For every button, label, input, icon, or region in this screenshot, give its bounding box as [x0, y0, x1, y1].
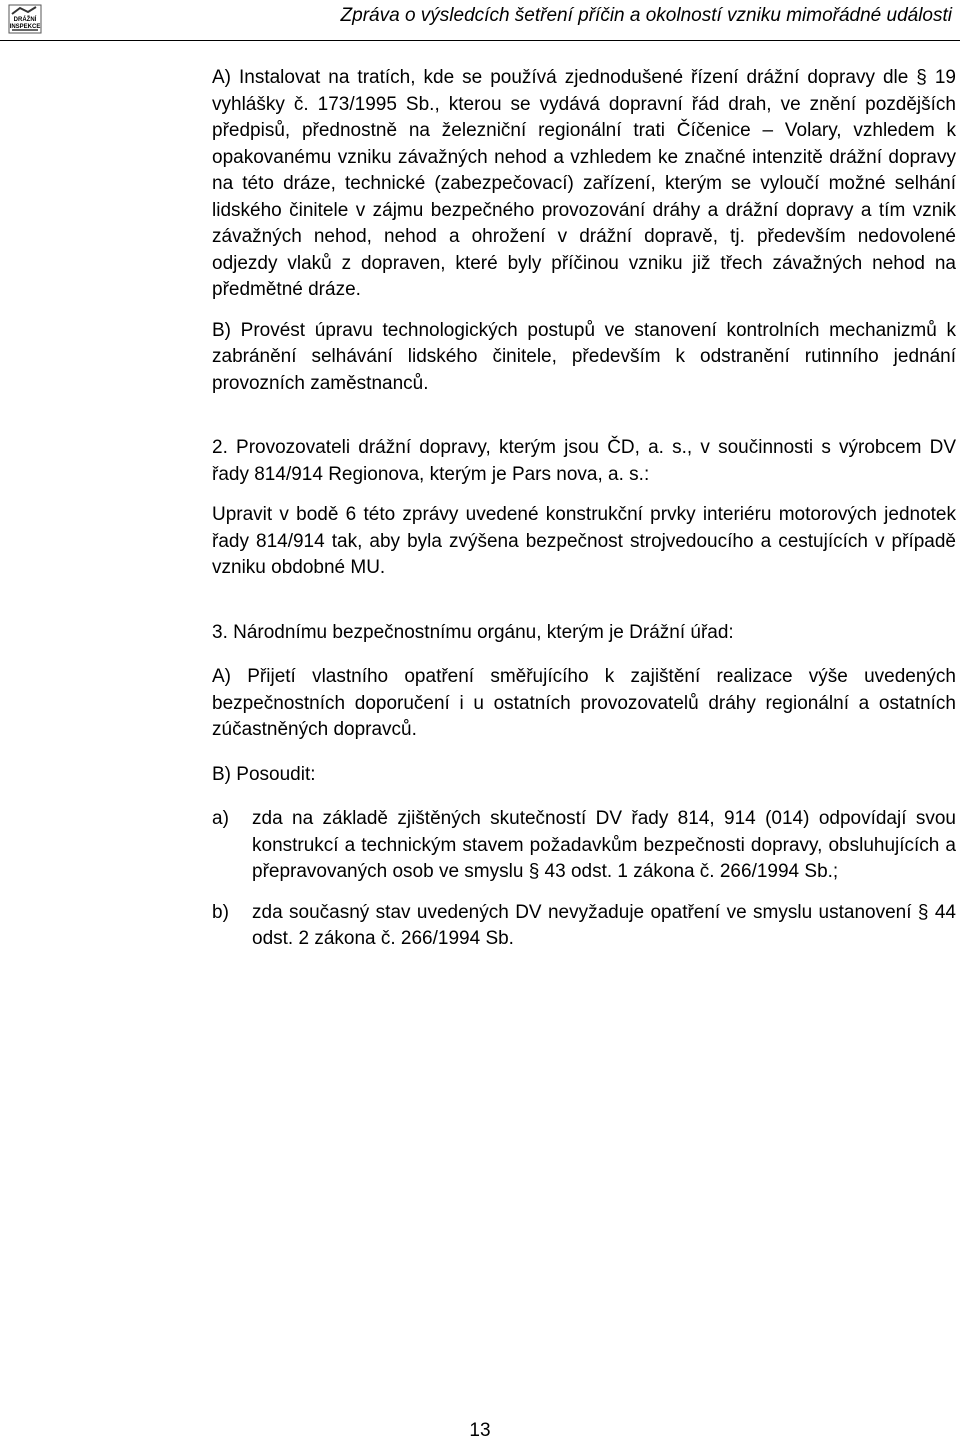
header-title: Zpráva o výsledcích šetření příčin a okolností vzniku mimořádné události — [340, 5, 952, 26]
paragraph-1a: A) Instalovat na tratích, kde se používá zjednodušené řízení drážní dopravy dle § 19 vyhlášky č. 173/1995 Sb., kterou se vydává dopravní řád drah, ve znění pozdějších předpisů, přednostně na železniční regionální trati Číčenice – Volary, vzhledem k opakovanému vzniku závažných nehod a vzhledem ke značné intenzitě drážní dopravy na této dráze, technické (zabezpečovací) zařízení, kterým se vyloučí možné selhání lidského činitele v zájmu bezpečného provozování dráhy a drážní dopravy a tím vznik závažných nehod, nehod a ohrožení v drážní dopravě, tj. především nedovolené odjezdy vlaků z dopraven, které byly příčinou vzniku již třech závažných nehod na předmětné dráze. — [212, 67, 956, 300]
logo-text — [8, 17, 42, 31]
page-number: 13 — [469, 1420, 491, 1441]
drazni-inspekce-logo — [8, 4, 42, 34]
paragraph-2-text: Upravit v bodě 6 této zprávy uvedené konstrukční prvky interiéru motorových jednotek řady 814/914 tak, aby byla zvýšena bezpečnost strojvedoucího a cestujících v případě vzniku obdobné MU. — [212, 504, 956, 578]
logo-text-line2: INSPEKCE — [9, 24, 41, 30]
list-item-a — [212, 806, 956, 886]
paragraph-1b: B) Provést úpravu technologických postupů ve stanovení kontrolních mechanizmů k zabránění selhávání lidského činitele, především k odstranění rutinního jednání provozních zaměstnanců. — [212, 319, 956, 394]
logo-text-line1: DRÁŽNÍ — [13, 17, 37, 23]
document-body — [212, 65, 956, 953]
page-header — [0, 0, 960, 41]
list-item-b — [212, 900, 956, 953]
list-marker-b: b) — [212, 901, 229, 923]
list-marker-a: a) — [212, 808, 229, 829]
paragraph-2-heading: 2. Provozovateli drážní dopravy, kterým jsou ČD, a. s., v součinnosti s výrobcem DV řady 814/914 Regionova, kterým je Pars nova, a. s.: — [212, 437, 956, 485]
list-text-b: zda současný stav uvedených DV nevyžaduje opatření ve smyslu ustanovení § 44 odst. 2 zákona č. 266/1994 Sb. — [252, 901, 956, 949]
paragraph-3-heading: 3. Národnímu bezpečnostnímu orgánu, kterým je Drážní úřad: — [212, 621, 734, 643]
paragraph-3a: A) Přijetí vlastního opatření směřujícího k zajištění realizace výše uvedených bezpečnostních doporučení i u ostatních provozovatelů dráhy regionální a ostatních zúčastněných dopravců. — [212, 666, 956, 740]
paragraph-3b: B) Posoudit: — [212, 763, 316, 785]
list-text-a: zda na základě zjištěných skutečností DV řady 814, 914 (014) odpovídají svou konstrukcí a technickým stavem požadavkům bezpečnosti dopravy, obsluhujících a přepravovaných osob ve smyslu § 43 odst. 1 zákona č. 266/1994 Sb.; — [252, 808, 956, 882]
